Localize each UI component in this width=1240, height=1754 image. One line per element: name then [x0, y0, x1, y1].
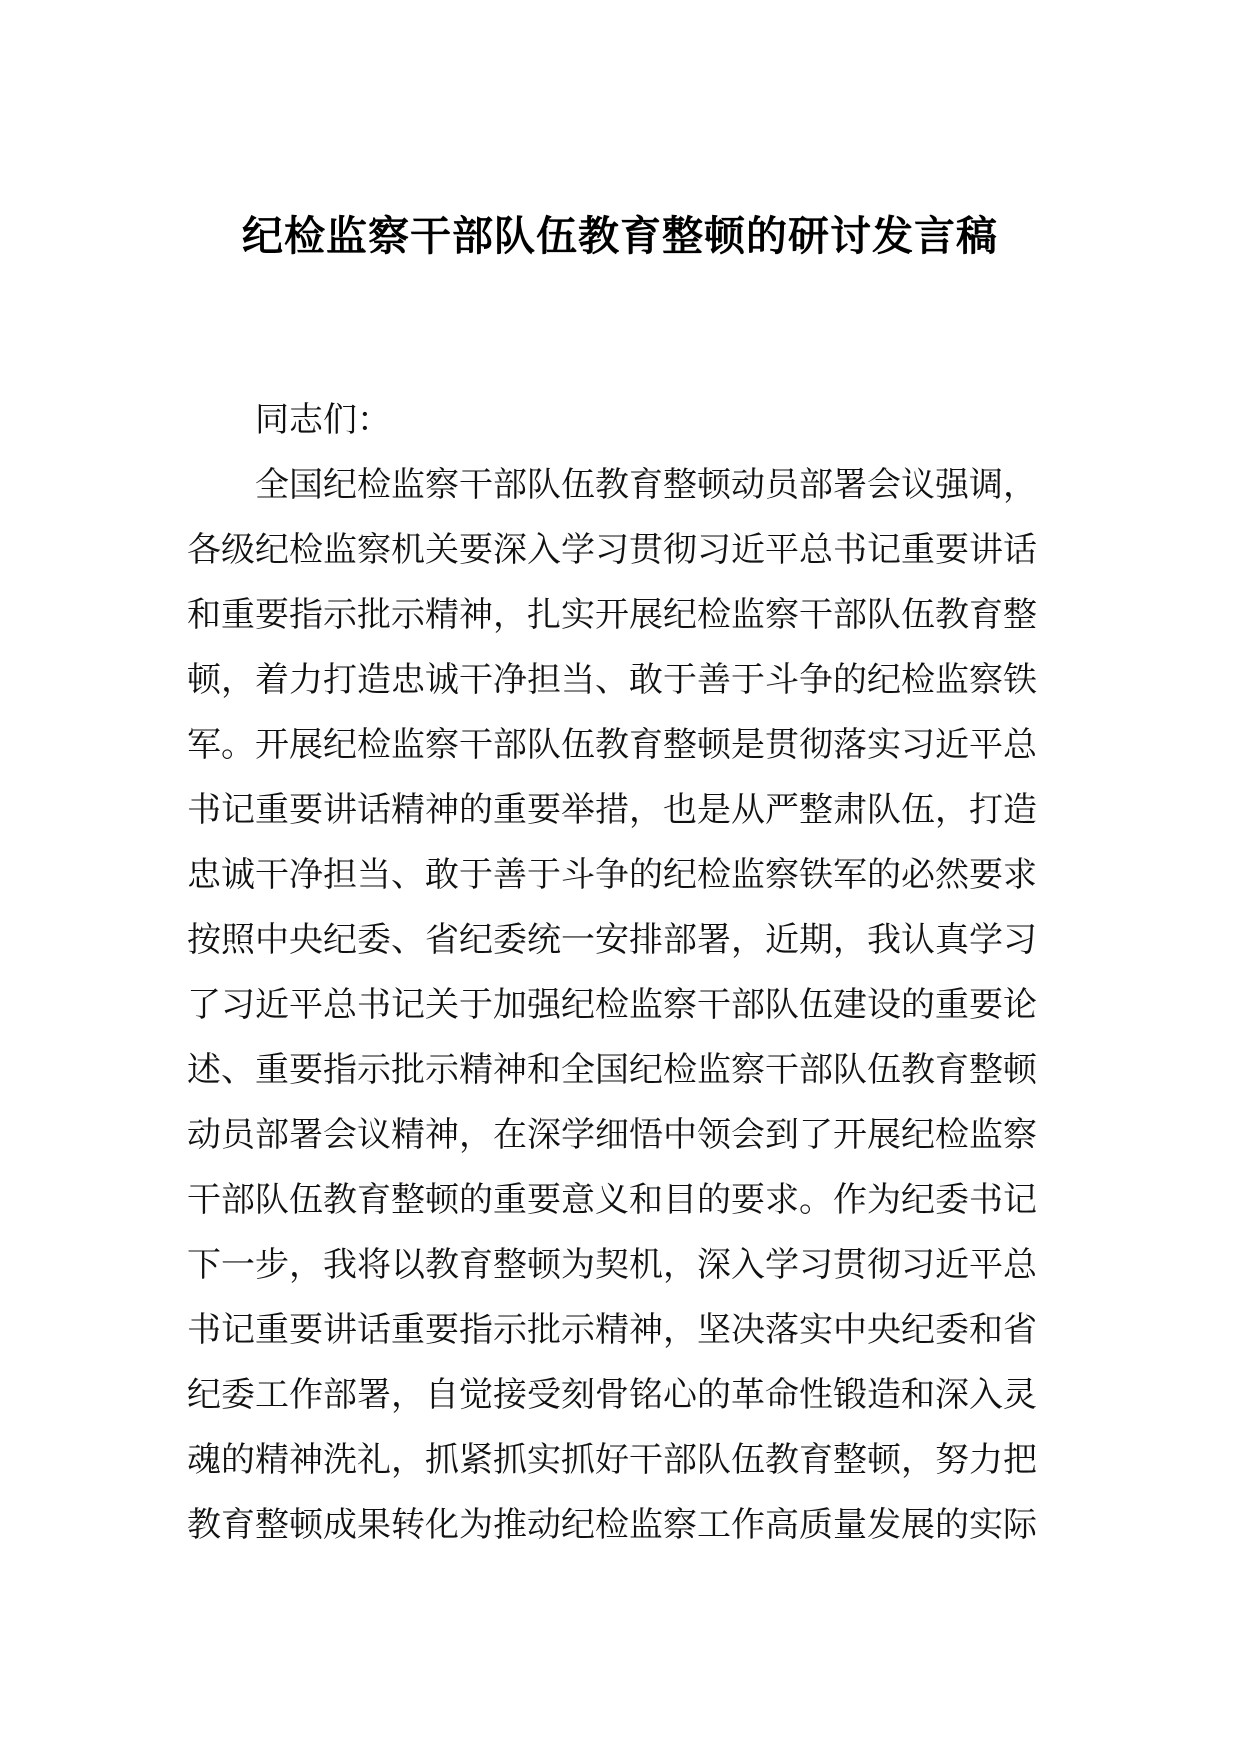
body-line: 全国纪检监察干部队伍教育整顿动员部署会议强调， [255, 465, 1037, 505]
body-line: 书记重要讲话精神的重要举措，也是从严整肃队伍，打造 [187, 790, 1037, 830]
body-line: 下一步，我将以教育整顿为契机，深入学习贯彻习近平总 [187, 1245, 1037, 1285]
salutation: 同志们： [255, 400, 391, 440]
body-line: 忠诚干净担当、敢于善于斗争的纪检监察铁军的必然要求 [187, 855, 1037, 895]
body-line: 教育整顿成果转化为推动纪检监察工作高质量发展的实际 [187, 1505, 1037, 1545]
body-line: 干部队伍教育整顿的重要意义和目的要求。作为纪委书记 [187, 1180, 1037, 1220]
body-line: 军。开展纪检监察干部队伍教育整顿是贯彻落实习近平总 [187, 725, 1037, 765]
body-line: 和重要指示批示精神，扎实开展纪检监察干部队伍教育整 [187, 595, 1037, 635]
body-line: 了习近平总书记关于加强纪检监察干部队伍建设的重要论 [187, 985, 1037, 1025]
body-line: 各级纪检监察机关要深入学习贯彻习近平总书记重要讲话 [187, 530, 1037, 570]
document-title: 纪检监察干部队伍教育整顿的研讨发言稿 [242, 212, 998, 260]
body-line: 顿，着力打造忠诚干净担当、敢于善于斗争的纪检监察铁 [187, 660, 1037, 700]
body-line: 魂的精神洗礼，抓紧抓实抓好干部队伍教育整顿，努力把 [187, 1440, 1037, 1480]
body-line: 按照中央纪委、省纪委统一安排部署，近期，我认真学习 [187, 920, 1037, 960]
body-line: 纪委工作部署，自觉接受刻骨铭心的革命性锻造和深入灵 [187, 1375, 1037, 1415]
body-line: 动员部署会议精神，在深学细悟中领会到了开展纪检监察 [187, 1115, 1037, 1155]
body-line: 书记重要讲话重要指示批示精神，坚决落实中央纪委和省 [187, 1310, 1037, 1350]
document-body [187, 388, 1057, 1558]
body-line: 述、重要指示批示精神和全国纪检监察干部队伍教育整顿 [187, 1050, 1037, 1090]
